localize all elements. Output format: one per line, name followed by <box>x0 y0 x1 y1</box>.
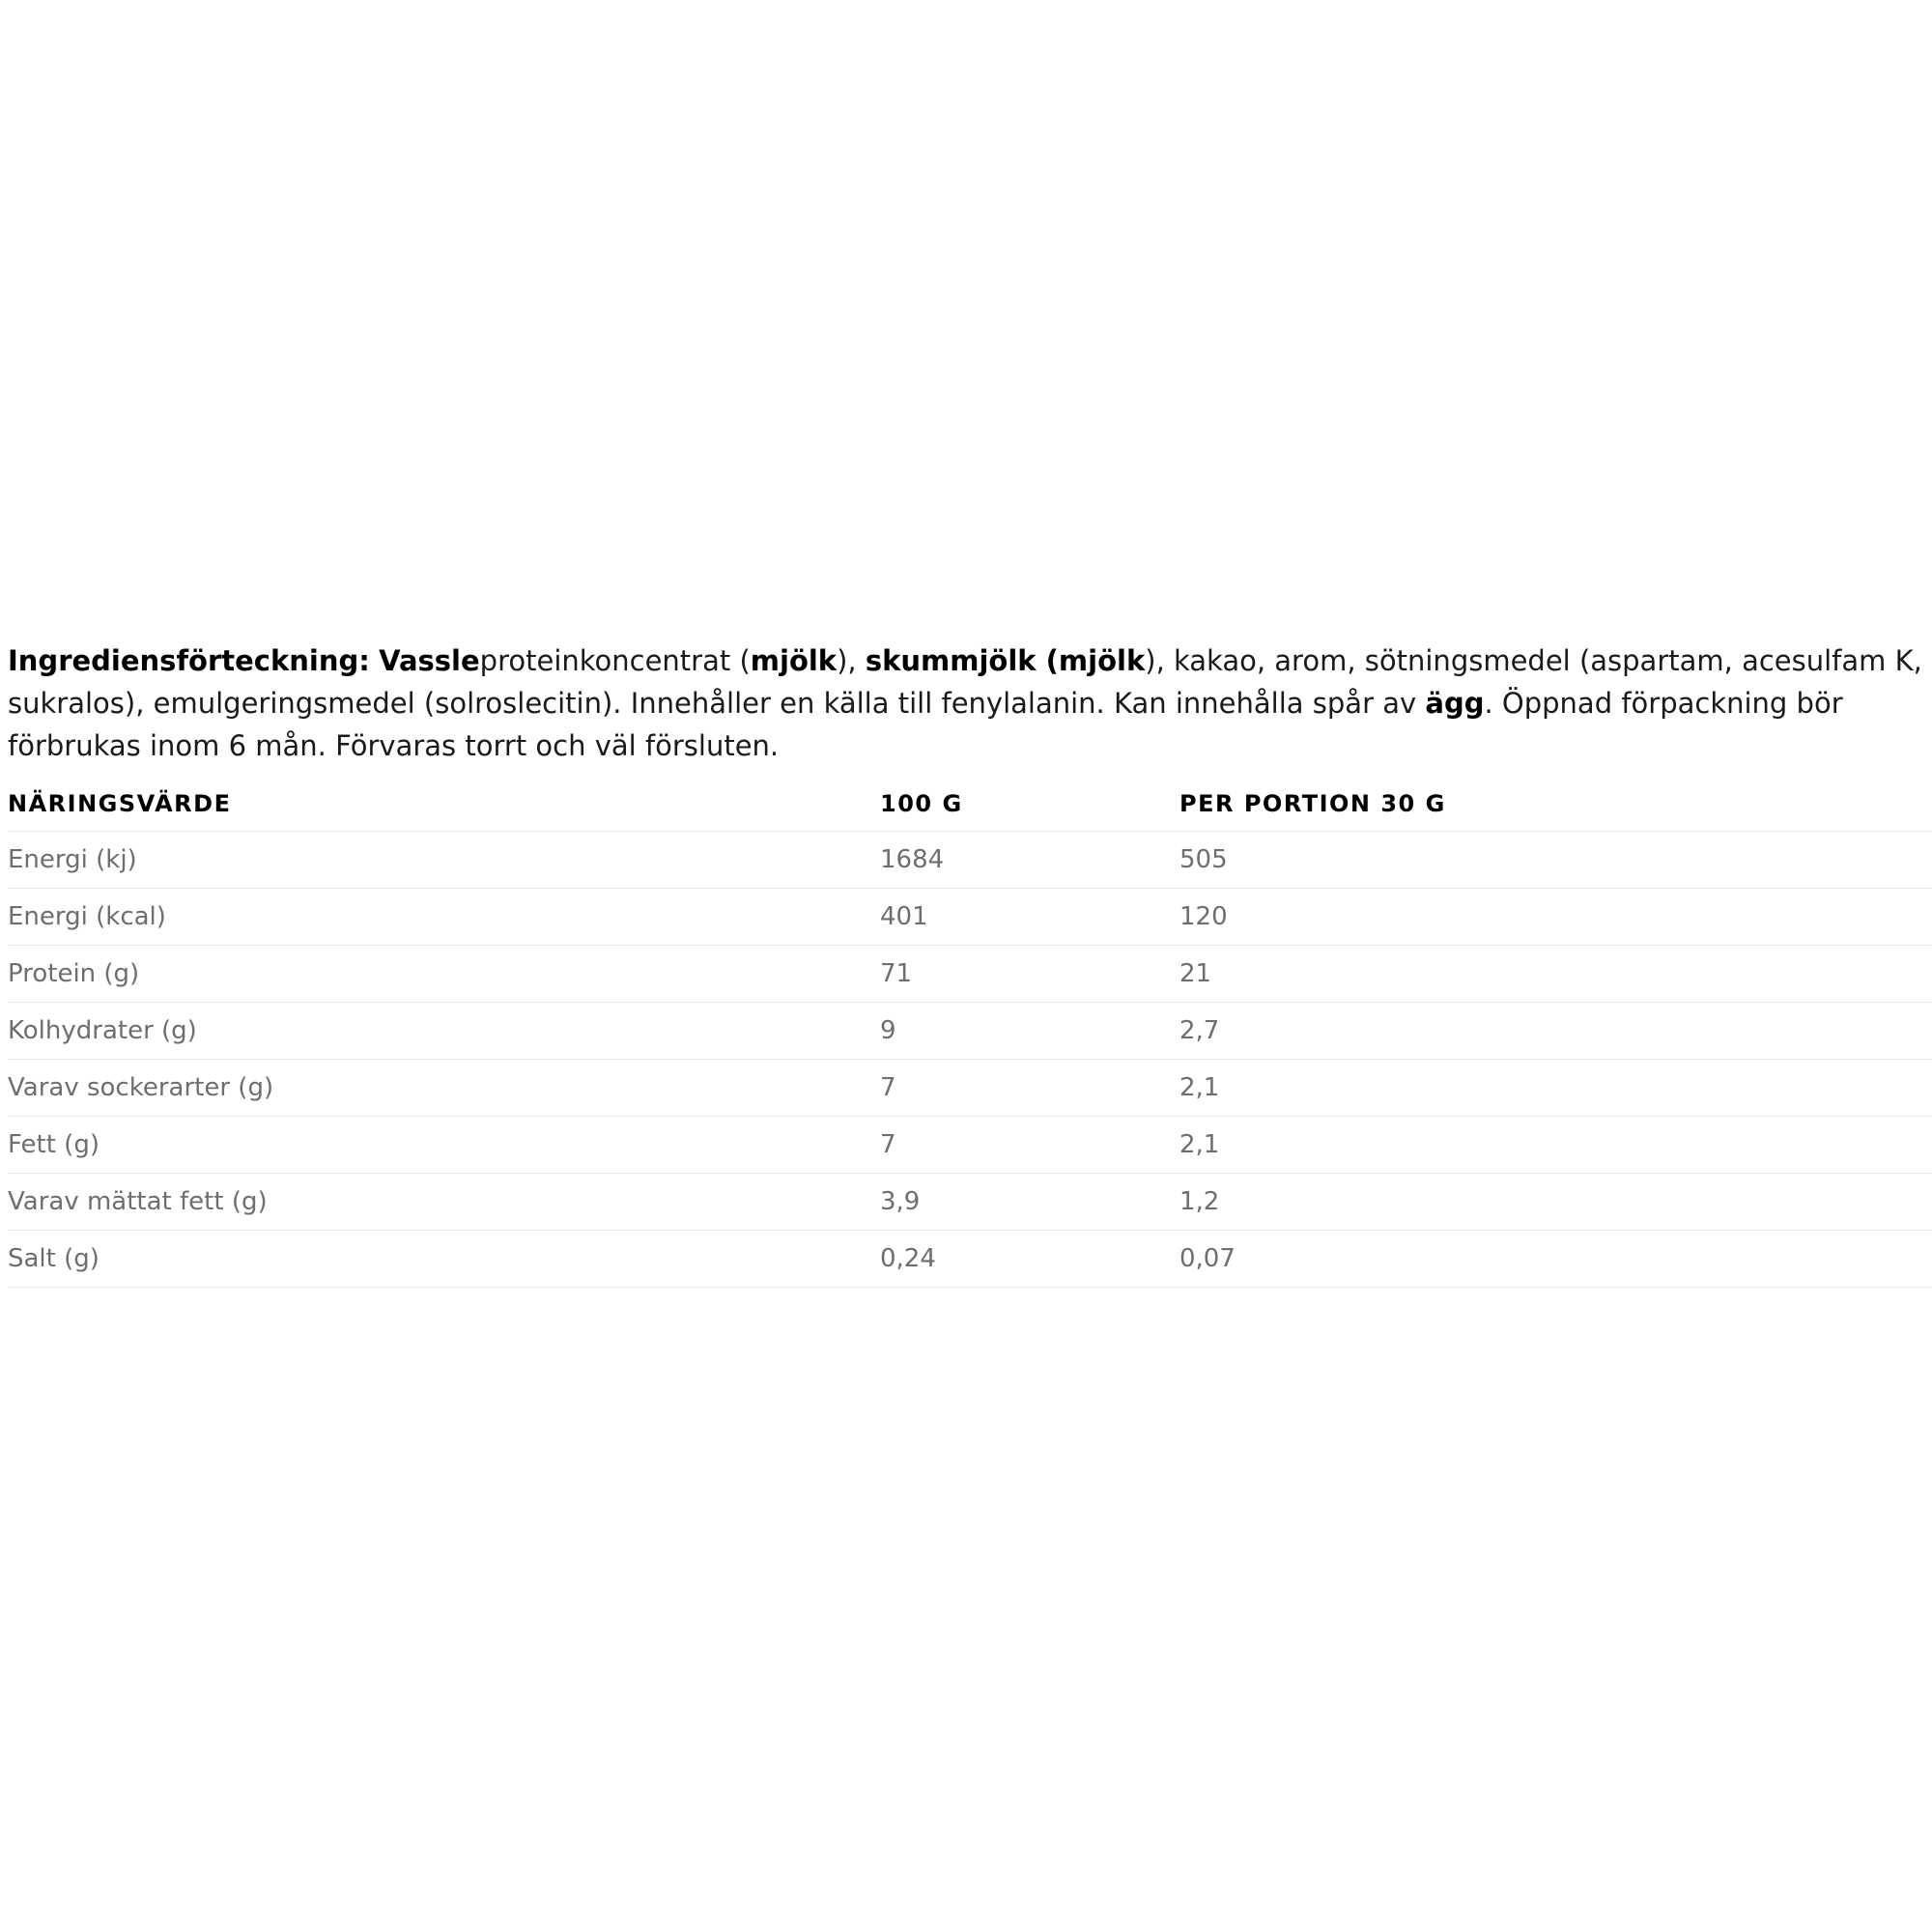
ingredients-text: Ingrediensförteckning: Vassleproteinkoncentrat (mjölk), skummjölk (mjölk), kakao, arom, sötningsmedel (aspartam, acesulfam K, sukralos), emulgeringsmedel (solroslecitin). Innehåller en källa till fenylalanin. Kan innehålla spår av ägg. Öppnad förpackning bör förbrukas inom 6 mån. Förvaras torrt och väl försluten. <box>8 644 1922 762</box>
value-per-portion: 2,1 <box>1179 1117 1932 1174</box>
table-row <box>8 832 1932 889</box>
table-row <box>8 946 1932 1003</box>
header-nutrient: NÄRINGSVÄRDE <box>8 777 880 832</box>
nutrient-name: Varav sockerarter (g) <box>8 1060 880 1117</box>
nutrient-name: Energi (kj) <box>8 832 880 889</box>
value-per-100g: 71 <box>880 946 1179 1003</box>
allergen-egg: ägg <box>1425 687 1485 720</box>
value-per-portion: 505 <box>1179 832 1932 889</box>
value-per-portion: 120 <box>1179 889 1932 946</box>
nutrient-name: Kolhydrater (g) <box>8 1003 880 1060</box>
nutrient-name: Fett (g) <box>8 1117 880 1174</box>
header-per-100g: 100 G <box>880 777 1179 832</box>
value-per-100g: 7 <box>880 1117 1179 1174</box>
nutrient-name: Salt (g) <box>8 1231 880 1288</box>
nutrient-name: Energi (kcal) <box>8 889 880 946</box>
value-per-portion: 0,07 <box>1179 1231 1932 1288</box>
allergen-skim-milk: skummjölk (mjölk <box>865 644 1146 677</box>
nutrition-table <box>8 777 1932 1288</box>
product-info <box>8 639 1932 1288</box>
allergen-milk: mjölk <box>750 644 838 677</box>
header-per-portion: PER PORTION 30 G <box>1179 777 1932 832</box>
nutrient-name: Protein (g) <box>8 946 880 1003</box>
table-row <box>8 889 1932 946</box>
value-per-portion: 1,2 <box>1179 1174 1932 1231</box>
table-row <box>8 1117 1932 1174</box>
table-row <box>8 1003 1932 1060</box>
value-per-100g: 3,9 <box>880 1174 1179 1231</box>
value-per-100g: 1684 <box>880 832 1179 889</box>
ingredient-whey: Vassle <box>379 644 480 677</box>
value-per-portion: 2,7 <box>1179 1003 1932 1060</box>
table-row <box>8 1060 1932 1117</box>
table-row <box>8 1231 1932 1288</box>
nutrient-name: Varav mättat fett (g) <box>8 1174 880 1231</box>
value-per-portion: 21 <box>1179 946 1932 1003</box>
ingredients-label: Ingrediensförteckning: <box>8 644 370 677</box>
value-per-portion: 2,1 <box>1179 1060 1932 1117</box>
value-per-100g: 401 <box>880 889 1179 946</box>
value-per-100g: 0,24 <box>880 1231 1179 1288</box>
nutrition-header-row <box>8 777 1932 832</box>
value-per-100g: 7 <box>880 1060 1179 1117</box>
table-row <box>8 1174 1932 1231</box>
value-per-100g: 9 <box>880 1003 1179 1060</box>
